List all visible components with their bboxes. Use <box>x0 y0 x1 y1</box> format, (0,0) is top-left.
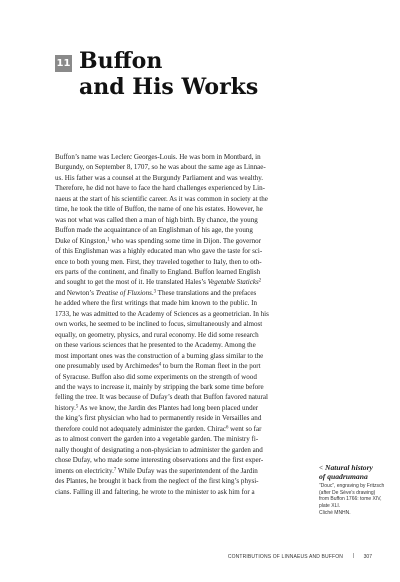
book-title: Vegetable Staticks <box>207 278 259 287</box>
body-line: Buffon’s name was Leclerc Georges-Louis. He was born in Montbard, in <box>55 153 261 161</box>
caption-title <box>319 464 394 481</box>
caption-title-line: of quadrumana <box>319 471 368 481</box>
body-line: he added where the first writings that made him known to the public. In <box>55 299 257 308</box>
chapter-title <box>79 48 258 100</box>
body-line: most important ones was the construction of a burning glass similar to the <box>55 351 264 360</box>
body-line: and sought to get the most of it. He translated Hales’s Vegetable Staticks$^2$ <box>55 278 262 287</box>
caption-line: Cliché MNHN. <box>319 509 351 516</box>
body-line: on these various sciences that he presented to the Academy. Among the <box>55 341 256 350</box>
footnote-ref: 4 <box>158 362 162 368</box>
body-line: nally thought of designating a non-physician to administer the garden and <box>55 445 263 454</box>
body-line: Burgundy, on September 8, 1707, so he was about the same age as Linnae- <box>55 163 266 172</box>
chapter-title-line: Buffon <box>79 48 163 74</box>
body-line: the king’s first physician who had to permanently reside in Versailles and <box>55 414 262 423</box>
body-line: of Syracuse. Buffon also did some experiments on the strength of wood <box>55 372 257 381</box>
caption-arrow-icon: < <box>319 464 323 472</box>
figure-caption <box>319 464 394 516</box>
body-line: own works, he seemed to be inclined to focus, simultaneously and almost <box>55 320 263 329</box>
body-line: ers parts of the continent, and finally to England. Buffon learned English <box>55 267 261 276</box>
caption-body <box>319 483 394 516</box>
body-line: cians. Falling ill and faltering, he wrote to the minister to ask him for a <box>55 487 255 496</box>
body-line: Therefore, he did not have to face the hard challenges experienced by Lin- <box>55 184 265 193</box>
body-line: felling the tree. It was because of Dufay’s death that Buffon favored natural <box>55 393 268 402</box>
body-line: iments on electricity.$^7$ While Dufay was the superintendent of the Jardin <box>55 466 258 475</box>
body-line: Duke of Kingston,$^1$ who was spending some time in Dijon. The governor <box>55 236 262 245</box>
caption-line: from Buffon 1766: tome XIV, <box>319 496 382 503</box>
chapter-number-badge: 11 <box>55 55 72 72</box>
body-line: naeus at the start of his scientific career. As it was common in society at the <box>55 194 268 203</box>
footnote-ref: 2 <box>258 279 262 285</box>
caption-title-line: Natural history <box>325 463 373 472</box>
footnote-ref: 1 <box>107 237 110 243</box>
body-line: and Newton’s Treatise of Fluxions.$^3$ These translations and the prefaces <box>55 288 257 297</box>
body-line: therefore could not adequately administer the garden. Chirac$^6$ went so far <box>55 424 262 433</box>
body-line: time, he took the title of Buffon, the name of one his estates. However, he <box>55 205 263 214</box>
body-line: and the ways to increase it, mainly by stripping the bark some time before <box>55 382 264 391</box>
body-line: one presumably used by Archimedes$^4$ to burn the Roman fleet in the port <box>55 362 261 371</box>
body-line: was not what was called then a man of high birth. By chance, the young <box>55 215 258 224</box>
footnote-ref: 6 <box>226 425 229 431</box>
book-title: Treatise of Fluxions <box>95 288 152 297</box>
footnote-ref: 7 <box>113 467 117 473</box>
body-line: of this Englishman was a highly educated man who gave the taste for sci- <box>55 247 263 256</box>
body-line: history.$^5$ As we know, the Jardin des Plantes had long been placed under <box>55 403 259 412</box>
running-head: CONTRIBUTIONS OF LINNAEUS AND BUFFON <box>227 554 343 560</box>
caption-line: (after De Sève’s drawing) <box>319 489 376 496</box>
body-text <box>55 152 314 497</box>
body-line: us. His father was a counsel at the Burgundy Parliament and was wealthy. <box>55 173 264 182</box>
footnote-ref: 3 <box>153 289 157 295</box>
page-number: 307 <box>363 554 372 560</box>
body-line: chose Dufay, who made some interesting observations and the first exper- <box>55 456 264 465</box>
body-line: equally, on geometry, physics, and rural economy. He did some research <box>55 330 259 339</box>
caption-line: plate XLI. <box>319 502 341 509</box>
caption-line: “Douc”, engraving by Fritzsch <box>319 483 385 490</box>
body-line: as to almost convert the garden into a vegetable garden. The ministry fi- <box>55 435 259 444</box>
body-line: des Plantes, he brought it back from the neglect of the first king’s physi- <box>55 477 259 486</box>
body-line: ence to both young men. First, they traveled together to Italy, then to oth- <box>55 257 262 266</box>
footnote-ref: 5 <box>75 404 79 410</box>
page-footer <box>0 553 400 563</box>
body-line: 1733, he was admitted to the Academy of Sciences as a geometrician. In his <box>55 309 269 318</box>
body-line: Buffon made the acquaintance of an Englishman of his age, the young <box>55 226 253 235</box>
chapter-title-line: and His Works <box>79 74 259 100</box>
footer-separator: | <box>352 553 354 559</box>
